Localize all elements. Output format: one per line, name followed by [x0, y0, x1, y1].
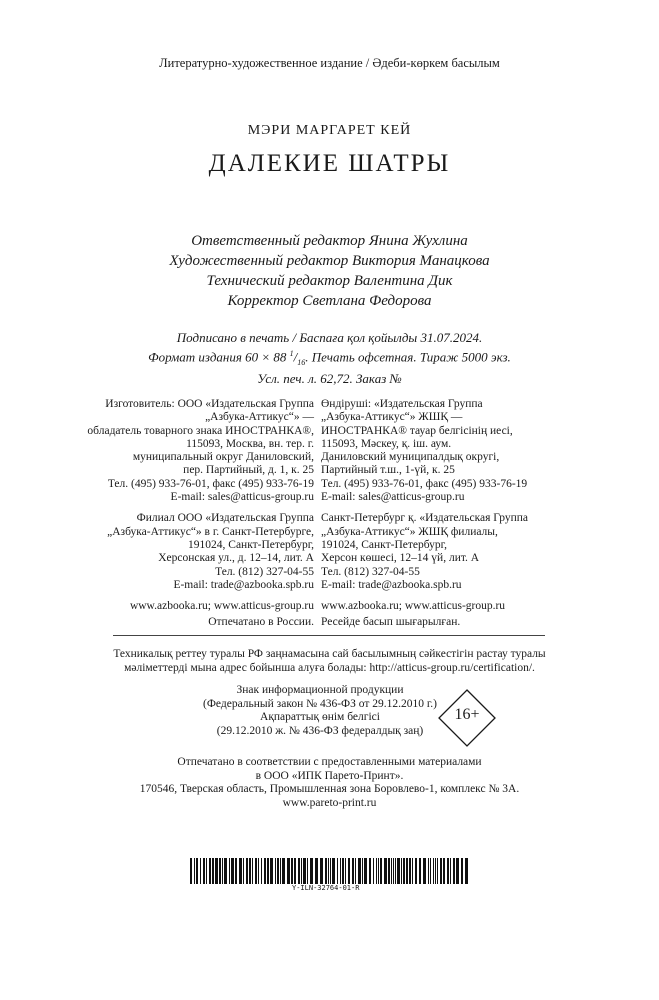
text-line: E-mail: trade@azbooka.spb.ru [173, 578, 314, 591]
left-web [64, 600, 314, 630]
left-branch [64, 512, 314, 592]
text-line: www.pareto-print.ru [282, 796, 377, 809]
barcode-bar [249, 858, 251, 884]
text-line: Филиал ООО «Издательская Группа [136, 512, 314, 525]
barcode-bar [325, 858, 327, 884]
text-line: Отпечатано в соответствии с предоставленными материалами [177, 756, 482, 768]
text-line: Знак информационной продукции [236, 684, 404, 696]
format-frac-num: 1 [289, 349, 294, 358]
barcode-bar [437, 858, 438, 884]
sheets-line: Усл. печ. л. 62,72. Заказ № [257, 370, 402, 386]
barcode-bar [395, 858, 396, 884]
text-line: (29.12.2010 ж. № 436-ФЗ федералдық заң) [216, 724, 424, 737]
barcode-bar [401, 858, 402, 884]
printer-block [0, 756, 659, 810]
barcode-bar [212, 858, 214, 884]
right-branch [321, 512, 581, 592]
barcode-bar [280, 858, 281, 884]
editor-line: Технический редактор Валентина Дик [206, 273, 453, 289]
barcode-bar [246, 858, 248, 884]
barcode-bar [355, 858, 356, 884]
barcode-bar [337, 858, 338, 884]
editor-line: Ответственный редактор Янина Жухлина [191, 233, 468, 249]
barcode-bar [229, 858, 230, 884]
text-line: мәліметтерді мына адрес бойынша алуға болады: http://atticus-group.ru/certification/. [124, 661, 535, 674]
barcode-bar [200, 858, 201, 884]
barcode-bar [358, 858, 361, 884]
barcode-bar [342, 858, 344, 884]
barcode-bar [380, 858, 382, 884]
text-line: E-mail: trade@azbooka.spb.ru [321, 578, 462, 591]
text-line: „Азбука-Аттикус“» в г. Санкт-Петербурге, [107, 525, 314, 538]
text-line: Тел. (812) 327-04-55 [215, 565, 314, 578]
barcode-bar [203, 858, 205, 884]
barcode-bar [219, 858, 221, 884]
barcode-bar [345, 858, 346, 884]
text-line: 170546, Тверская область, Промышленная зона Боровлево-1, комплекс № 3А. [139, 783, 520, 795]
barcode-bar [348, 858, 350, 884]
text-line: 115093, Москва, вн. тер. г. [186, 437, 314, 450]
barcode-bar [224, 858, 227, 884]
barcode-bar [298, 858, 300, 884]
barcode-bar [388, 858, 390, 884]
barcode-bar [310, 858, 313, 884]
barcode-bar [450, 858, 451, 884]
barcode-bar [194, 858, 195, 884]
barcode-bar [447, 858, 449, 884]
barcode-bar [465, 858, 468, 884]
barcode-bar [282, 858, 285, 884]
barcode-bar [393, 858, 394, 884]
barcode-bar [406, 858, 408, 884]
barcode-bar [196, 858, 198, 884]
barcode-bar [412, 858, 413, 884]
text-line: „Азбука-Аттикус“» ЖШҚ — [321, 411, 463, 424]
format-line: Формат издания 60 × 88 $^1/_{16}$. Печать офсетная. Тираж 5000 экз. [148, 349, 511, 367]
barcode-bar [369, 858, 371, 884]
barcode-bar [270, 858, 273, 884]
edition-type: Литературно-художественное издание / Әдеби-көркем басылым [159, 56, 500, 70]
barcode-bar [461, 858, 463, 884]
info-sign-block [190, 684, 450, 738]
barcode-bar [294, 858, 296, 884]
text-line: Партийный т.ш., 1-үй, к. 25 [321, 464, 455, 477]
text-line: Даниловский муниципалдық округі, [321, 451, 500, 464]
barcode-bar [231, 858, 234, 884]
text-line: Отпечатано в России. [208, 616, 314, 629]
text-line: Херсонская ул., д. 12–14, лит. А [158, 552, 314, 565]
barcode-bar [301, 858, 302, 884]
barcode-bar [443, 858, 445, 884]
text-line: Тел. (812) 327-04-55 [321, 565, 420, 578]
text-line: 115093, Мәскеу, қ. іш. аум. [321, 437, 452, 450]
barcode-bar [435, 858, 436, 884]
text-line: www.azbooka.ru; www.atticus-group.ru [129, 600, 314, 613]
barcode-bar [376, 858, 377, 884]
text-line: в ООО «ИПК Парето-Принт». [255, 769, 404, 782]
barcode-bar [440, 858, 442, 884]
right-manufacturer [321, 398, 581, 504]
barcode-bar [222, 858, 223, 884]
text-line: 191024, Санкт-Петербург, [188, 538, 314, 551]
barcode-bar [255, 858, 257, 884]
barcode-bar [252, 858, 253, 884]
barcode-bar [423, 858, 426, 884]
tech-regulation [0, 648, 659, 675]
editors-block [0, 231, 659, 311]
right-web [321, 600, 581, 630]
text-line: www.azbooka.ru; www.atticus-group.ru [321, 600, 506, 613]
text-line: „Азбука-Аттикус“» ЖШҚ филиалы, [321, 525, 498, 538]
barcode-bar [215, 858, 218, 884]
barcode-bar [209, 858, 211, 884]
barcode-bar [364, 858, 367, 884]
text-line: ИНОСТРАНКА® тауар белгісінің иесі, [321, 424, 513, 437]
barcode-bar [275, 858, 276, 884]
barcode-bar [433, 858, 434, 884]
barcode-bar [373, 858, 374, 884]
barcode-bar [307, 858, 308, 884]
text-line: Техникалық реттеу туралы РФ заңнамасына сай басылымның сәйкестігін растау туралы [113, 648, 546, 660]
text-line: E-mail: sales@atticus-group.ru [321, 491, 465, 504]
barcode-bar [243, 858, 244, 884]
age-rating: 16+ [454, 706, 480, 723]
barcode-bar [315, 858, 318, 884]
barcode-bar [190, 858, 192, 884]
left-column [64, 398, 314, 638]
text-line: Тел. (495) 933-76-01, факс (495) 933-76-19 [321, 477, 528, 490]
barcode-bar [340, 858, 341, 884]
barcode-bar [403, 858, 405, 884]
barcode-bar [320, 858, 323, 884]
text-line: Херсон көшесі, 12–14 үй, лит. А [321, 552, 480, 565]
text-line: „Азбука-Аттикус“» — [205, 411, 314, 424]
text-line: Санкт-Петербург қ. «Издательская Группа [321, 512, 528, 525]
format-prefix: Формат издания 60 × 88 [148, 349, 290, 365]
editor-line: Корректор Светлана Федорова [227, 293, 432, 309]
barcode-bar [397, 858, 400, 884]
text-line: (Федеральный закон № 436-ФЗ от 29.12.2010 г.) [203, 697, 437, 710]
text-line: Ресейде басып шығарылған. [321, 616, 461, 629]
barcode-bar [352, 858, 354, 884]
barcode-caption: Y-ILN-32764-01-R [292, 884, 360, 892]
book-title: ДАЛЕКИЕ ШАТРЫ [208, 150, 451, 177]
barcode-bar [332, 858, 335, 884]
printing-info [0, 330, 659, 387]
barcode-bar [453, 858, 455, 884]
barcode-bar [384, 858, 387, 884]
left-manufacturer [64, 398, 314, 504]
text-line: Ақпараттық өнім белгісі [260, 711, 380, 723]
barcode-bar [428, 858, 429, 884]
text-line: Тел. (495) 933-76-01, факс (495) 933-76-19 [107, 477, 314, 490]
barcode-bar [277, 858, 279, 884]
right-column [321, 398, 581, 638]
barcode-bar [378, 858, 379, 884]
barcode-bar [328, 858, 329, 884]
barcode-bar [264, 858, 266, 884]
barcode-bar [362, 858, 363, 884]
barcode-bar [330, 858, 331, 884]
barcode-bar [303, 858, 306, 884]
barcode-bar [287, 858, 290, 884]
text-line: E-mail: sales@atticus-group.ru [170, 491, 314, 504]
barcode-bar [409, 858, 411, 884]
barcode-bar [261, 858, 262, 884]
divider [113, 635, 545, 636]
signed-line: Подписано в печать / Баспаға қол қойылды 31.07.2024. [176, 330, 483, 345]
text-line: Изготовитель: ООО «Издательская Группа [105, 398, 314, 410]
barcode-bar [456, 858, 459, 884]
text-line: 191024, Санкт-Петербург, [321, 538, 447, 551]
editor-line: Художественный редактор Виктория Манацкова [169, 253, 490, 269]
barcode-icon [190, 858, 470, 884]
barcode-bar [419, 858, 421, 884]
barcode-bar [239, 858, 242, 884]
barcode-bar [415, 858, 417, 884]
barcode-bar [235, 858, 237, 884]
format-frac-den: 16 [297, 357, 306, 367]
barcode-bar [267, 858, 269, 884]
text-line: пер. Партийный, д. 1, к. 25 [183, 464, 314, 477]
barcode-bar [430, 858, 431, 884]
barcode-bar [258, 858, 259, 884]
barcode-bar [206, 858, 207, 884]
text-line: обладатель товарного знака ИНОСТРАНКА®, [87, 424, 314, 437]
text-line: Өндіруші: «Издательская Группа [321, 398, 483, 410]
author-name: МЭРИ МАРГАРЕТ КЕЙ [247, 123, 412, 138]
format-suffix: . Печать офсетная. Тираж 5000 экз. [305, 349, 511, 365]
text-line: муниципальный округ Даниловский, [132, 451, 314, 464]
barcode-bar [391, 858, 392, 884]
barcode-bar [291, 858, 293, 884]
